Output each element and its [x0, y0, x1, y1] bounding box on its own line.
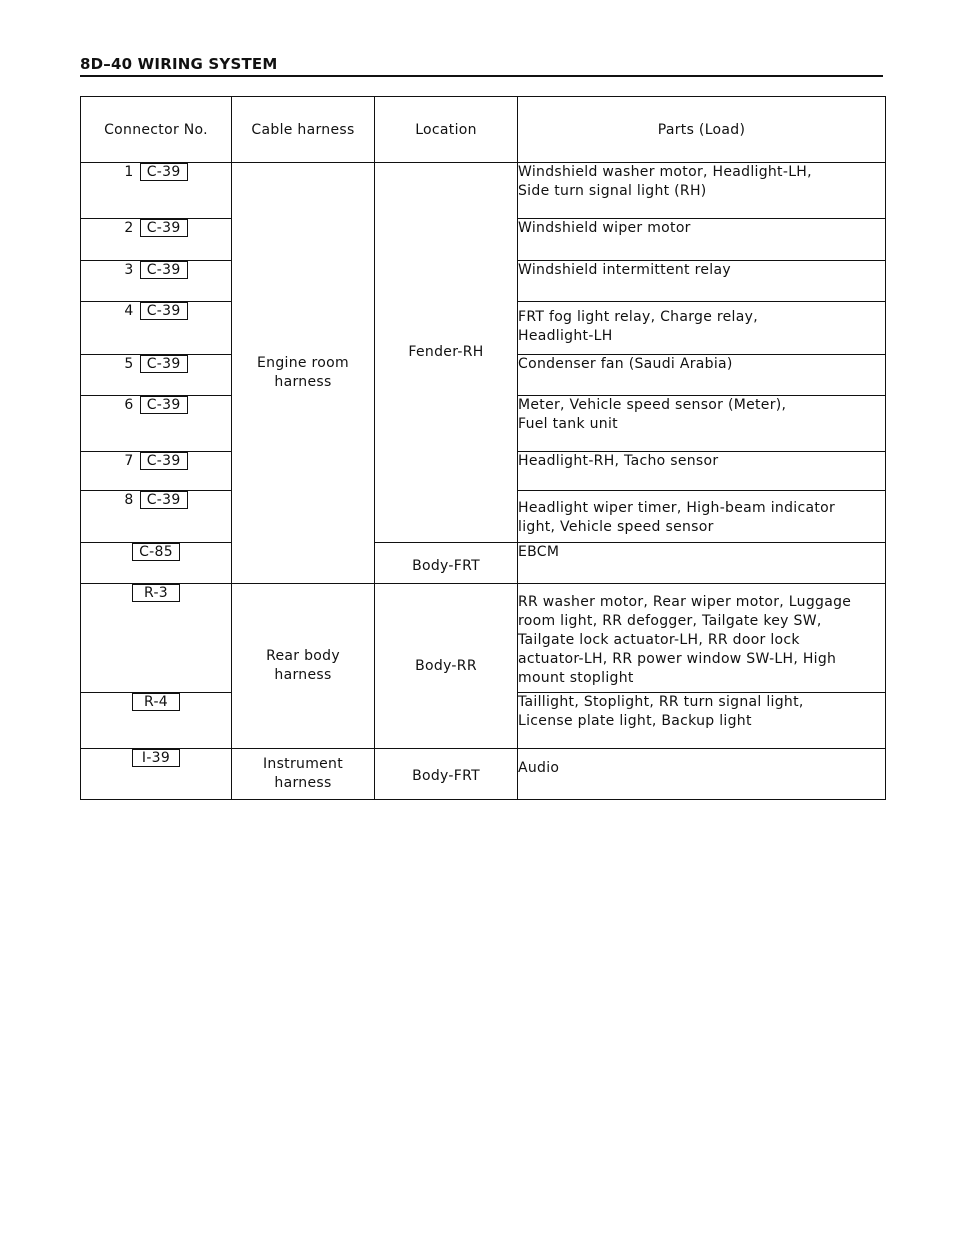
row-number: 6: [124, 397, 134, 413]
row-number: 1: [124, 164, 134, 180]
harness-cell-instrument: Instrument harness: [232, 749, 375, 800]
connector-table: [80, 96, 886, 800]
connector-label: C-39: [140, 396, 188, 414]
connector-label: C-39: [140, 219, 188, 237]
parts-cell: Audio: [518, 749, 886, 800]
row-number: 4: [124, 303, 134, 319]
connector-cell: [81, 355, 232, 396]
connector-cell: [81, 261, 232, 302]
table-header-row: [81, 97, 886, 163]
connector-label: R-4: [132, 693, 180, 711]
location-cell-body-rr: Body-RR: [375, 584, 518, 749]
connector-label: I-39: [132, 749, 180, 767]
row-number: 8: [124, 492, 134, 508]
location-cell-body-frt: Body-FRT: [375, 543, 518, 584]
connector-label: C-39: [140, 163, 188, 181]
connector-cell: [81, 584, 232, 693]
connector-label: C-39: [140, 261, 188, 279]
page-title: 8D–40 WIRING SYSTEM: [80, 55, 278, 73]
parts-cell: Headlight-RH, Tacho sensor: [518, 452, 886, 491]
row-number: 5: [124, 356, 134, 372]
parts-cell: Windshield wiper motor: [518, 219, 886, 261]
connector-label: C-39: [140, 491, 188, 509]
connector-cell: [81, 396, 232, 452]
column-header-location: Location: [375, 97, 518, 163]
parts-cell: Headlight wiper timer, High-beam indicator light, Vehicle speed sensor: [518, 491, 886, 543]
connector-label: C-85: [132, 543, 180, 561]
location-cell-body-frt: Body-FRT: [375, 749, 518, 800]
parts-cell: EBCM: [518, 543, 886, 584]
row-number: 7: [124, 453, 134, 469]
connector-label: C-39: [140, 355, 188, 373]
row-number: 3: [124, 262, 134, 278]
connector-label: R-3: [132, 584, 180, 602]
parts-cell: Taillight, Stoplight, RR turn signal light, License plate light, Backup light: [518, 693, 886, 749]
parts-cell: FRT fog light relay, Charge relay, Headlight-LH: [518, 302, 886, 355]
connector-cell: [81, 543, 232, 584]
connector-cell: [81, 302, 232, 355]
connector-cell: [81, 163, 232, 219]
connector-label: C-39: [140, 452, 188, 470]
column-header-harness: Cable harness: [232, 97, 375, 163]
table-row: [81, 163, 886, 219]
parts-cell: Meter, Vehicle speed sensor (Meter), Fuel tank unit: [518, 396, 886, 452]
location-cell-fender-rh: Fender-RH: [375, 163, 518, 543]
connector-cell: [81, 491, 232, 543]
parts-cell: RR washer motor, Rear wiper motor, Luggage room light, RR defogger, Tailgate key SW, Tailgate lock actuator-LH, RR door lock actuator-LH, RR power window SW-LH, High mount stoplight: [518, 584, 886, 693]
parts-cell: Windshield washer motor, Headlight-LH, Side turn signal light (RH): [518, 163, 886, 219]
connector-label: C-39: [140, 302, 188, 320]
table-row: [81, 584, 886, 693]
table-row: [81, 543, 886, 584]
parts-cell: Windshield intermittent relay: [518, 261, 886, 302]
column-header-connector: Connector No.: [81, 97, 232, 163]
column-header-parts: Parts (Load): [518, 97, 886, 163]
connector-cell: [81, 749, 232, 800]
connector-cell: [81, 219, 232, 261]
parts-cell: Condenser fan (Saudi Arabia): [518, 355, 886, 396]
table-row: [81, 749, 886, 800]
row-number: 2: [124, 220, 134, 236]
harness-cell-rear-body: Rear body harness: [232, 584, 375, 749]
connector-cell: [81, 452, 232, 491]
connector-cell: [81, 693, 232, 749]
harness-cell-engine-room: Engine room harness: [232, 163, 375, 584]
page-header: [80, 53, 883, 77]
